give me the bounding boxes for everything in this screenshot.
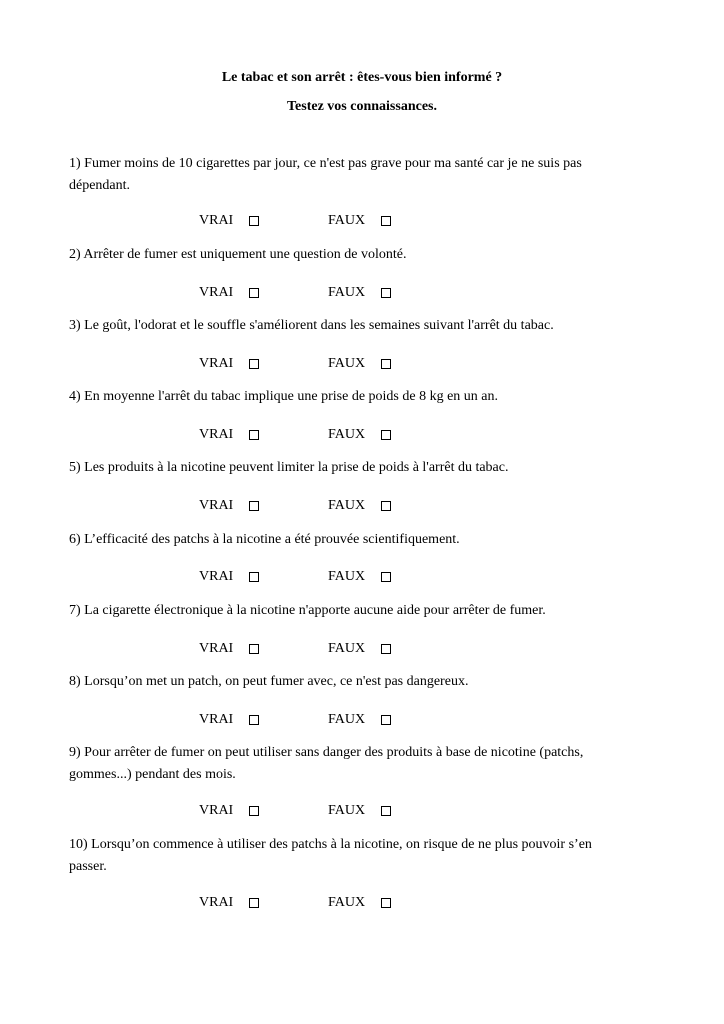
faux-label: FAUX — [328, 803, 366, 818]
question-text: 3) Le goût, l'odorat et le souffle s'améliorent dans les semaines suivant l'arrêt du tabac. — [69, 318, 554, 333]
faux-checkbox[interactable] — [381, 216, 391, 226]
vrai-checkbox[interactable] — [249, 359, 259, 369]
faux-label: FAUX — [328, 569, 366, 584]
vrai-checkbox[interactable] — [249, 898, 259, 908]
vrai-label: VRAI — [199, 213, 234, 228]
question-text: 10) Lorsqu’on commence à utiliser des patchs à la nicotine, on risque de ne plus pouvoir s’en passer. — [69, 837, 592, 874]
faux-label: FAUX — [328, 356, 366, 371]
faux-option[interactable] — [328, 566, 391, 587]
vrai-option[interactable] — [199, 424, 259, 445]
vrai-label: VRAI — [199, 285, 234, 300]
question-text: 4) En moyenne l'arrêt du tabac implique une prise de poids de 8 kg en un an. — [69, 389, 499, 404]
faux-option[interactable] — [328, 709, 391, 730]
faux-option[interactable] — [328, 424, 391, 445]
vrai-label: VRAI — [199, 712, 234, 727]
vrai-checkbox[interactable] — [249, 806, 259, 816]
vrai-option[interactable] — [199, 566, 259, 587]
faux-label: FAUX — [328, 712, 366, 727]
faux-option[interactable] — [328, 495, 391, 516]
vrai-checkbox[interactable] — [249, 715, 259, 725]
vrai-checkbox[interactable] — [249, 288, 259, 298]
faux-option[interactable] — [328, 800, 391, 821]
vrai-label: VRAI — [199, 427, 234, 442]
faux-checkbox[interactable] — [381, 288, 391, 298]
vrai-option[interactable] — [199, 709, 259, 730]
vrai-option[interactable] — [199, 800, 259, 821]
answer-row — [0, 709, 724, 731]
question-text: 6) L’efficacité des patchs à la nicotine a été prouvée scientifiquement. — [69, 532, 460, 547]
vrai-label: VRAI — [199, 498, 234, 513]
answer-row — [0, 566, 724, 588]
vrai-option[interactable] — [199, 892, 259, 913]
answer-row — [0, 638, 724, 660]
vrai-label: VRAI — [199, 803, 234, 818]
faux-checkbox[interactable] — [381, 644, 391, 654]
faux-label: FAUX — [328, 427, 366, 442]
faux-checkbox[interactable] — [381, 359, 391, 369]
faux-label: FAUX — [328, 641, 366, 656]
question-text: 9) Pour arrêter de fumer on peut utiliser sans danger des produits à base de nicotine (patchs, gommes...) pendant des mois. — [69, 745, 584, 782]
vrai-label: VRAI — [199, 895, 234, 910]
question-text: 1) Fumer moins de 10 cigarettes par jour, ce n'est pas grave pour ma santé car je ne suis pas dépendant. — [69, 156, 582, 193]
faux-option[interactable] — [328, 638, 391, 659]
faux-option[interactable] — [328, 210, 391, 231]
page-title: Le tabac et son arrêt : êtes-vous bien informé ? — [221, 70, 503, 85]
answer-row — [0, 892, 724, 914]
vrai-label: VRAI — [199, 356, 234, 371]
faux-checkbox[interactable] — [381, 715, 391, 725]
vrai-option[interactable] — [199, 210, 259, 231]
faux-checkbox[interactable] — [381, 898, 391, 908]
faux-label: FAUX — [328, 285, 366, 300]
answer-row — [0, 800, 724, 822]
vrai-option[interactable] — [199, 495, 259, 516]
vrai-label: VRAI — [199, 641, 234, 656]
answer-row — [0, 424, 724, 446]
vrai-checkbox[interactable] — [249, 572, 259, 582]
faux-label: FAUX — [328, 895, 366, 910]
question-text: 2) Arrêter de fumer est uniquement une question de volonté. — [69, 247, 407, 262]
vrai-option[interactable] — [199, 282, 259, 303]
faux-checkbox[interactable] — [381, 572, 391, 582]
answer-row — [0, 353, 724, 375]
faux-option[interactable] — [328, 282, 391, 303]
answer-row — [0, 282, 724, 304]
vrai-label: VRAI — [199, 569, 234, 584]
question-text: 7) La cigarette électronique à la nicotine n'apporte aucune aide pour arrêter de fumer. — [69, 603, 546, 618]
faux-checkbox[interactable] — [381, 430, 391, 440]
vrai-option[interactable] — [199, 638, 259, 659]
answer-row — [0, 210, 724, 232]
faux-label: FAUX — [328, 498, 366, 513]
faux-option[interactable] — [328, 353, 391, 374]
vrai-option[interactable] — [199, 353, 259, 374]
question-text: 8) Lorsqu’on met un patch, on peut fumer avec, ce n'est pas dangereux. — [69, 674, 469, 689]
vrai-checkbox[interactable] — [249, 430, 259, 440]
vrai-checkbox[interactable] — [249, 644, 259, 654]
vrai-checkbox[interactable] — [249, 216, 259, 226]
answer-row — [0, 495, 724, 517]
faux-checkbox[interactable] — [381, 501, 391, 511]
faux-checkbox[interactable] — [381, 806, 391, 816]
faux-option[interactable] — [328, 892, 391, 913]
page-subtitle: Testez vos connaissances. — [287, 99, 437, 114]
faux-label: FAUX — [328, 213, 366, 228]
vrai-checkbox[interactable] — [249, 501, 259, 511]
question-text: 5) Les produits à la nicotine peuvent limiter la prise de poids à l'arrêt du tabac. — [69, 460, 509, 475]
